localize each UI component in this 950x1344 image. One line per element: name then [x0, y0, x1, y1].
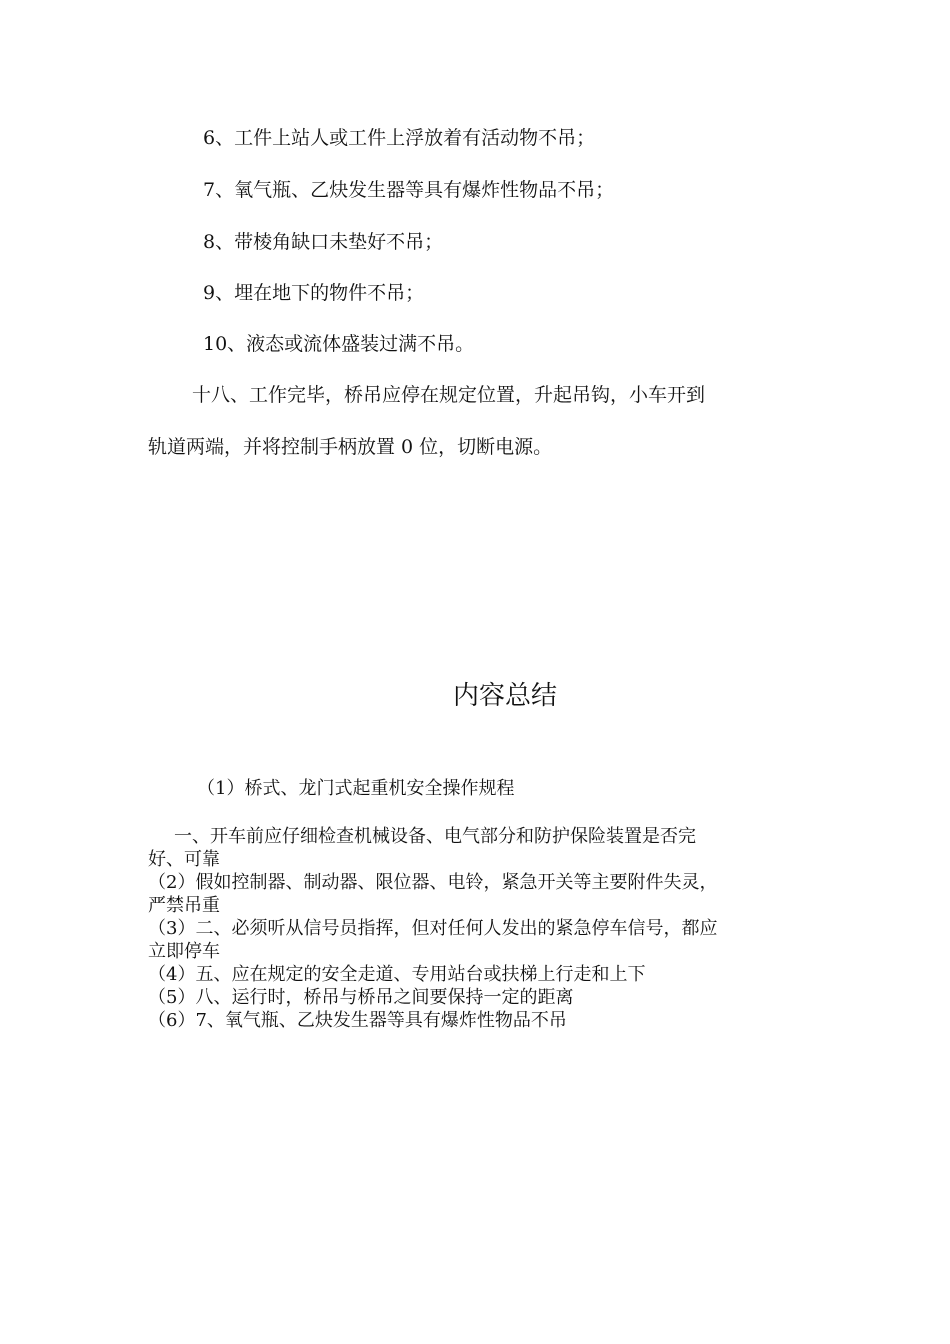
paragraph-eighteen-line2: 轨道两端，并将控制手柄放置 0 位，切断电源。 [148, 436, 553, 458]
summary-line: 立即停车 [148, 941, 220, 962]
list-item-9: 9、埋在地下的物件不吊； [203, 282, 425, 304]
summary-body [148, 825, 808, 1032]
summary-line: （3）二、必须听从信号员指挥，但对任何人发出的紧急停车信号，都应 [148, 918, 718, 939]
list-item-8: 8、带棱角缺口未垫好不吊； [203, 231, 444, 253]
list-item-10: 10、液态或流体盛装过满不吊。 [203, 333, 475, 355]
summary-title: 内容总结 [452, 681, 557, 711]
summary-heading: （1）桥式、龙门式起重机安全操作规程 [197, 778, 515, 799]
summary-line: （4）五、应在规定的安全走道、专用站台或扶梯上行走和上下 [148, 964, 646, 985]
list-item-7: 7、氧气瓶、乙炔发生器等具有爆炸性物品不吊； [203, 179, 615, 201]
list-item-6: 6、工件上站人或工件上浮放着有活动物不吊； [203, 127, 596, 149]
summary-line: 好、可靠 [148, 849, 220, 870]
summary-line: 一、开车前应仔细检查机械设备、电气部分和防护保险装置是否完 [174, 826, 696, 847]
summary-line: 严禁吊重 [148, 895, 220, 916]
summary-line: （6）7、氧气瓶、乙炔发生器等具有爆炸性物品不吊 [148, 1010, 567, 1031]
paragraph-eighteen-line1: 十八、工作完毕，桥吊应停在规定位置，升起吊钩，小车开到 [192, 384, 706, 406]
summary-line: （5）八、运行时，桥吊与桥吊之间要保持一定的距离 [148, 987, 574, 1008]
summary-line: （2）假如控制器、制动器、限位器、电铃，紧急开关等主要附件失灵， [148, 872, 718, 893]
